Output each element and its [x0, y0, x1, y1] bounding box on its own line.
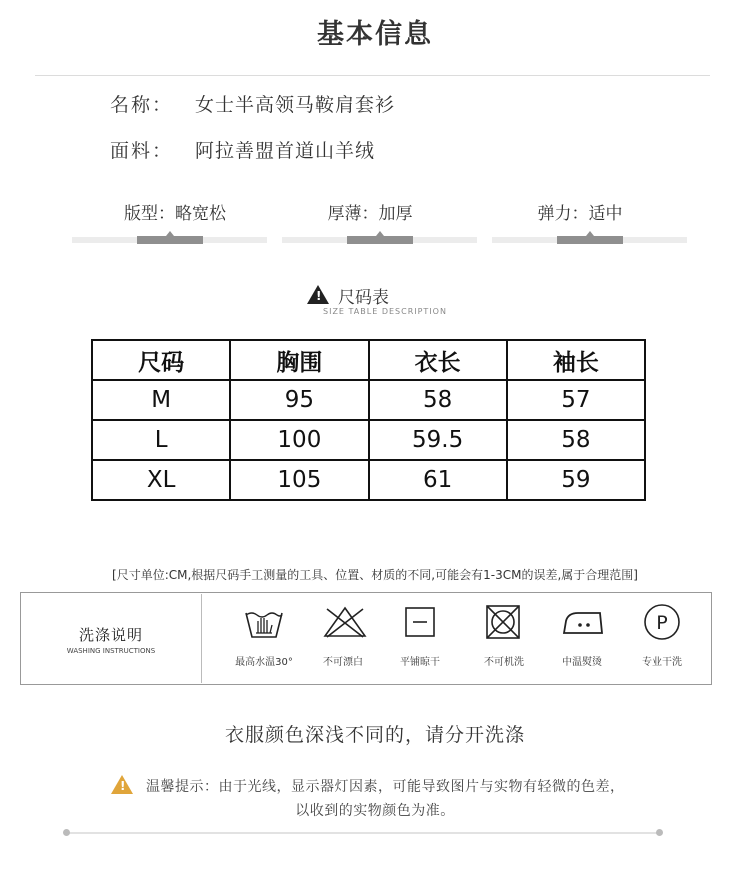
cell-size: XL — [92, 460, 230, 500]
elasticity-scale-marker — [557, 236, 623, 244]
size-table-title: 尺码表 — [338, 288, 389, 308]
cell-sleeve: 57 — [507, 380, 645, 420]
cell-sleeve: 59 — [507, 460, 645, 500]
header-sleeve: 袖长 — [507, 340, 645, 380]
cell-sleeve: 58 — [507, 420, 645, 460]
fit-label: 版型：略宽松 — [124, 204, 226, 224]
header-chest: 胸围 — [230, 340, 368, 380]
cell-length: 61 — [369, 460, 507, 500]
table-row — [92, 460, 645, 500]
table-row — [92, 420, 645, 460]
flat-dry-icon — [380, 605, 460, 639]
size-table-subtitle: SIZE TABLE DESCRIPTION — [323, 307, 447, 316]
thickness-label: 厚薄：加厚 — [327, 204, 413, 224]
elasticity-scale — [492, 237, 687, 243]
cell-size: M — [92, 380, 230, 420]
page-title: 基本信息 — [317, 19, 433, 50]
cell-length: 59.5 — [369, 420, 507, 460]
thickness-scale-marker — [347, 236, 413, 244]
header-size: 尺码 — [92, 340, 230, 380]
elasticity-label: 弹力：适中 — [537, 204, 623, 224]
cell-chest: 100 — [230, 420, 368, 460]
tip-line-1: 温馨提示：由于光线，显示器灯因素，可能导致图片与实物有轻微的色差， — [146, 779, 625, 795]
flat-dry-label: 平铺晾干 — [400, 657, 440, 668]
tip-line-2: 以收到的实物颜色为准。 — [295, 803, 455, 819]
size-table-header-row — [92, 340, 645, 380]
size-table — [91, 339, 646, 501]
fit-scale — [72, 237, 267, 243]
no-bleach-icon — [305, 605, 385, 639]
cell-length: 58 — [369, 380, 507, 420]
measurement-note: [尺寸单位:CM,根据尺码手工测量的工具、位置、材质的不同,可能会有1-3CM的误差,属于合理范围] — [112, 568, 638, 582]
caution-icon: ! — [111, 775, 133, 794]
fabric-value: 阿拉善盟首道山羊绒 — [195, 140, 376, 162]
cell-chest: 105 — [230, 460, 368, 500]
svg-text:P: P — [656, 612, 668, 634]
product-name-row — [110, 90, 395, 117]
thickness-scale — [282, 237, 477, 243]
product-name-key: 名称： — [110, 94, 174, 116]
product-name-value: 女士半高领马鞍肩套衫 — [195, 94, 396, 116]
medium-iron-label: 中温熨烫 — [562, 657, 602, 668]
header-length: 衣长 — [369, 340, 507, 380]
fabric-key: 面料： — [110, 140, 174, 162]
warning-icon: ! — [307, 285, 329, 304]
fit-scale-marker — [137, 236, 203, 244]
color-wash-note: 衣服颜色深浅不同的，请分开洗涤 — [224, 724, 525, 746]
hand-wash-icon — [224, 603, 304, 641]
title-divider — [35, 75, 710, 76]
washing-subtitle: WASHING INSTRUCTIONS — [66, 647, 156, 655]
divider-dot-right — [656, 829, 663, 836]
cell-size: L — [92, 420, 230, 460]
no-bleach-label: 不可漂白 — [323, 657, 363, 668]
hand-wash-label: 最高水温30° — [235, 657, 293, 668]
no-machine-wash-icon — [463, 603, 543, 641]
washing-title: 洗涤说明 — [78, 626, 143, 644]
cell-chest: 95 — [230, 380, 368, 420]
no-machine-wash-label: 不可机洗 — [484, 657, 524, 668]
fabric-row — [110, 136, 375, 163]
dry-clean-icon — [622, 602, 702, 642]
dry-clean-label: 专业干洗 — [642, 657, 682, 668]
divider-dot-left — [63, 829, 70, 836]
medium-iron-icon — [543, 607, 623, 637]
bottom-divider — [66, 832, 660, 834]
table-row — [92, 380, 645, 420]
